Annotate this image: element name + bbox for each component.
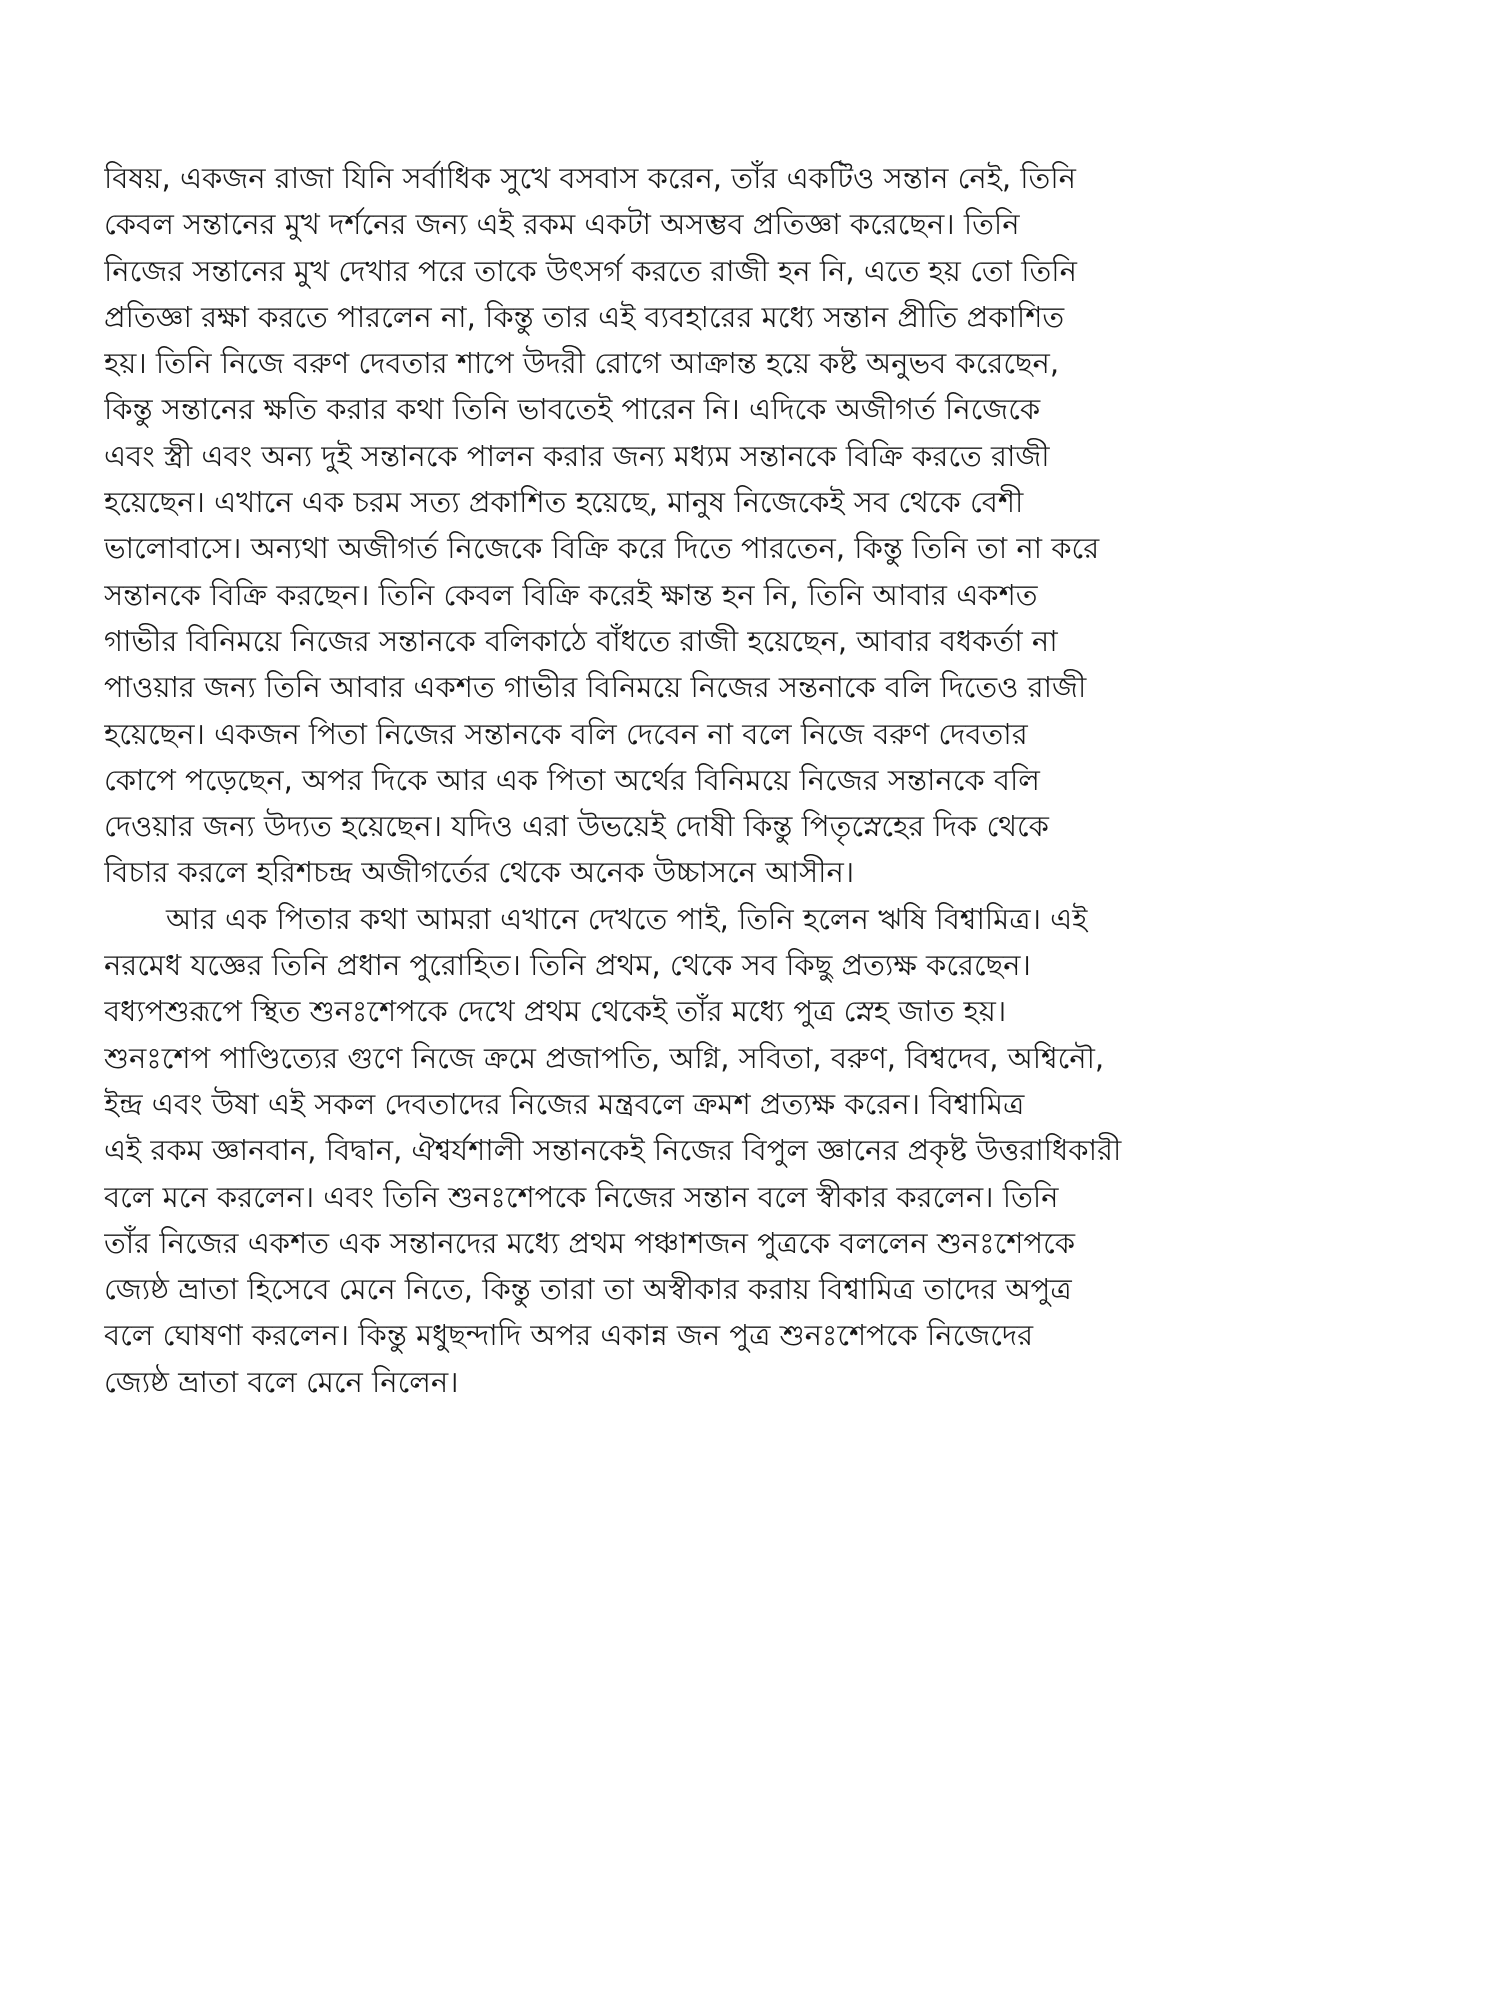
text-line: পাওয়ার জন্য তিনি আবার একশত গাভীর বিনিময়ে নিজের সন্তনাকে বলি দিতেও রাজী bbox=[104, 670, 1087, 705]
paragraph-1 bbox=[104, 155, 1394, 896]
text-line: নিজের সন্তানের মুখ দেখার পরে তাকে উৎসর্গ করতে রাজী হন নি, এতে হয় তো তিনি bbox=[104, 253, 1077, 288]
text-line: জ্যেষ্ঠ ভ্রাতা হিসেবে মেনে নিতে, কিন্তু তারা তা অস্বীকার করায় বিশ্বামিত্র তাদের অপুত্র bbox=[104, 1272, 1072, 1307]
text-line: জ্যেষ্ঠ ভ্রাতা বলে মেনে নিলেন। bbox=[104, 1364, 459, 1399]
text-line: ভালোবাসে। অন্যথা অজীগর্ত নিজেকে বিক্রি করে দিতে পারতেন, কিন্তু তিনি তা না করে bbox=[104, 531, 1100, 566]
paragraph-2 bbox=[104, 896, 1394, 1405]
text-line: এবং স্ত্রী এবং অন্য দুই সন্তানকে পালন করার জন্য মধ্যম সন্তানকে বিক্রি করতে রাজী bbox=[104, 438, 1050, 473]
text-line: কেবল সন্তানের মুখ দর্শনের জন্য এই রকম একটা অসম্ভব প্রতিজ্ঞা করেছেন। তিনি bbox=[104, 207, 1020, 242]
text-line: ইন্দ্র এবং উষা এই সকল দেবতাদের নিজের মন্ত্রবলে ক্রমশ প্রত্যক্ষ করেন। বিশ্বামিত্র bbox=[104, 1086, 1025, 1121]
text-line: গাভীর বিনিময়ে নিজের সন্তানকে বলিকাঠে বাঁধতে রাজী হয়েছেন, আবার বধকর্তা না bbox=[104, 623, 1058, 658]
text-line: দেওয়ার জন্য উদ্যত হয়েছেন। যদিও এরা উভয়েই দোষী কিন্তু পিতৃস্নেহের দিক থেকে bbox=[104, 809, 1049, 844]
text-line: বধ্যপশুরূপে স্থিত শুনঃশেপকে দেখে প্রথম থেকেই তাঁর মধ্যে পুত্র স্নেহ জাত হয়। bbox=[104, 994, 1007, 1029]
text-line: বলে মনে করলেন। এবং তিনি শুনঃশেপকে নিজের সন্তান বলে স্বীকার করলেন। তিনি bbox=[104, 1179, 1059, 1214]
text-line: নরমেধ যজ্ঞের তিনি প্রধান পুরোহিত। তিনি প্রথম, থেকে সব কিছু প্রত্যক্ষ করেছেন। bbox=[104, 948, 1031, 983]
text-line: আর এক পিতার কথা আমরা এখানে দেখতে পাই, তিনি হলেন ঋষি বিশ্বামিত্র। এই bbox=[166, 901, 1088, 936]
text-line: হয়। তিনি নিজে বরুণ দেবতার শাপে উদরী রোগে আক্রান্ত হয়ে কষ্ট অনুভব করেছেন, bbox=[104, 346, 1060, 381]
text-line: বিচার করলে হরিশচন্দ্র অজীগর্তের থেকে অনেক উচ্চাসনে আসীন। bbox=[104, 855, 855, 890]
text-line: সন্তানকে বিক্রি করছেন। তিনি কেবল বিক্রি করেই ক্ষান্ত হন নি, তিনি আবার একশত bbox=[104, 577, 1038, 612]
text-line: কিন্তু সন্তানের ক্ষতি করার কথা তিনি ভাবতেই পারেন নি। এদিকে অজীগর্ত নিজেকে bbox=[104, 392, 1041, 427]
text-line: এই রকম জ্ঞানবান, বিদ্বান, ঐশ্বর্যশালী সন্তানকেই নিজের বিপুল জ্ঞানের প্রকৃষ্ট উত্তরাধিকারী bbox=[104, 1133, 1122, 1168]
text-line: কোপে পড়েছেন, অপর দিকে আর এক পিতা অর্থের বিনিময়ে নিজের সন্তানকে বলি bbox=[104, 762, 1040, 797]
text-line: প্রতিজ্ঞা রক্ষা করতে পারলেন না, কিন্তু তার এই ব্যবহারের মধ্যে সন্তান প্রীতি প্রকাশিত bbox=[104, 299, 1065, 334]
text-line: শুনঃশেপ পাণ্ডিত্যের গুণে নিজে ক্রমে প্রজাপতি, অগ্নি, সবিতা, বরুণ, বিশ্বদেব, অশ্বিনৌ, bbox=[104, 1040, 1105, 1075]
text-line: হয়েছেন। এখানে এক চরম সত্য প্রকাশিত হয়েছে, মানুষ নিজেকেই সব থেকে বেশী bbox=[104, 485, 1024, 520]
body-text bbox=[104, 155, 1394, 1405]
text-line: বিষয়, একজন রাজা যিনি সর্বাধিক সুখে বসবাস করেন, তাঁর একটিও সন্তান নেই, তিনি bbox=[104, 161, 1076, 195]
text-line: তাঁর নিজের একশত এক সন্তানদের মধ্যে প্রথম পঞ্চাশজন পুত্রকে বললেন শুনঃশেপকে bbox=[104, 1225, 1076, 1260]
text-line: বলে ঘোষণা করলেন। কিন্তু মধুছন্দাদি অপর একান্ন জন পুত্র শুনঃশেপকে নিজেদের bbox=[104, 1318, 1034, 1353]
text-line: হয়েছেন। একজন পিতা নিজের সন্তানকে বলি দেবেন না বলে নিজে বরুণ দেবতার bbox=[104, 716, 1028, 751]
